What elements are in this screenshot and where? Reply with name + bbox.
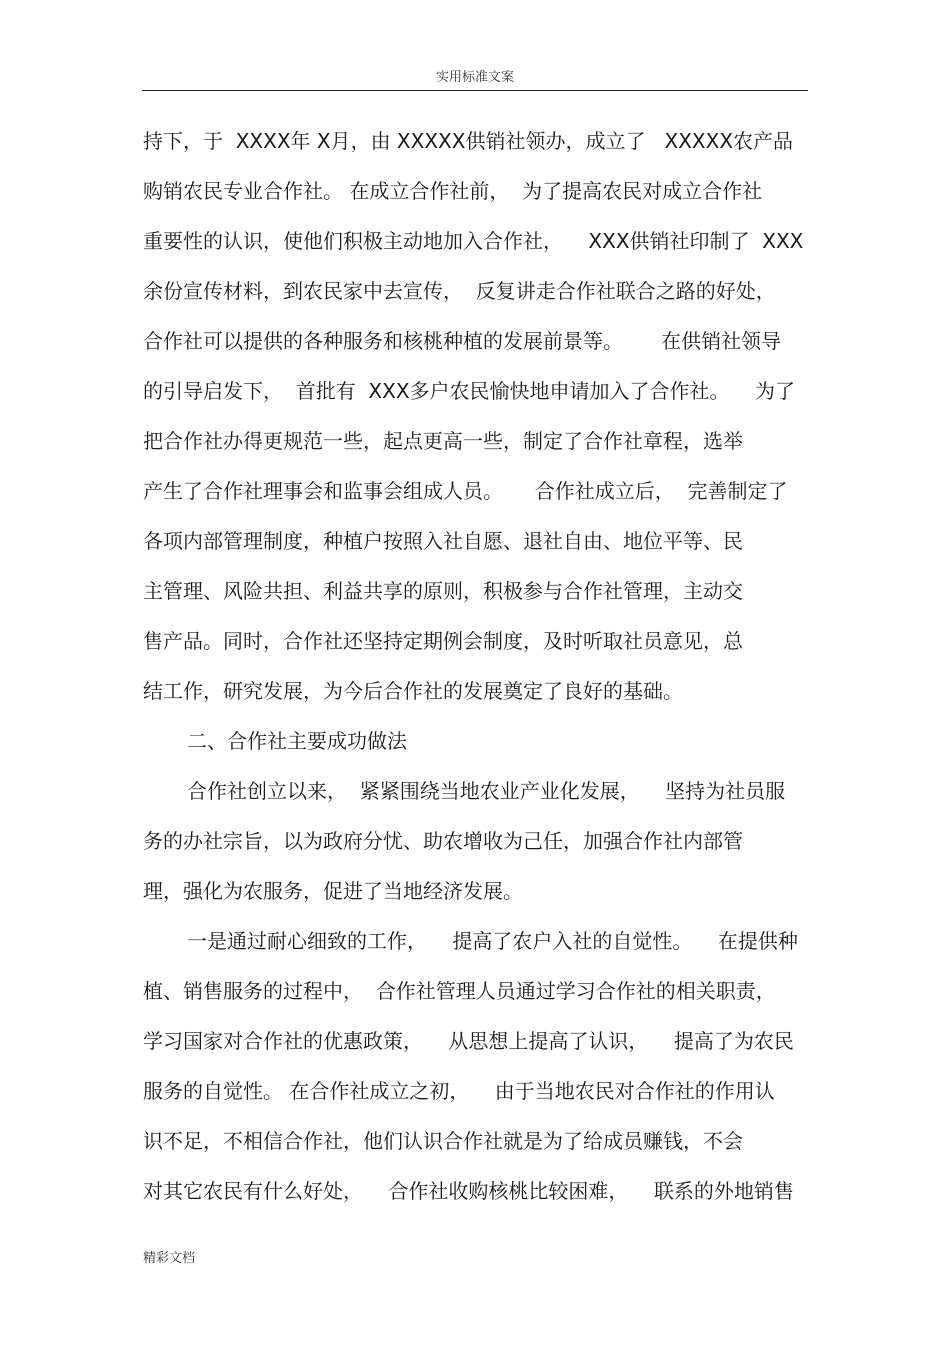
text-line: 学习国家对合作社的优惠政策， 从思想上提高了认识， 提高了为农民 [143, 1029, 794, 1053]
text-line: 把合作社办得更规范一些，起点更高一些，制定了合作社章程，选举 [143, 429, 743, 453]
text-line: 识不足，不相信合作社，他们认识合作社就是为了给成员赚钱，不会 [143, 1129, 743, 1153]
text-line: 合作社可以提供的各种服务和核桃种植的发展前景等。 在供销社领导 [143, 329, 782, 353]
header-divider [142, 90, 808, 91]
text-line: 各项内部管理制度，种植户按照入社自愿、退社自由、地位平等、民 [143, 529, 743, 553]
text-line: 对其它农民有什么好处， 合作社收购核桃比较困难， 联系的外地销售 [143, 1179, 794, 1203]
page-footer: 精彩文档 [143, 1251, 196, 1266]
text-line: 合作社创立以来， 紧紧围绕当地农业产业化发展， 坚持为社员服 [187, 779, 786, 803]
text-line: 二、合作社主要成功做法 [187, 729, 407, 753]
text-line: 的引导启发下， 首批有 XXX多户农民愉快地申请加入了合作社。 为了 [143, 379, 795, 403]
text-line: 主管理、风险共担、利益共享的原则，积极参与合作社管理，主动交 [143, 579, 743, 603]
text-line: 购销农民专业合作社。 在成立合作社前， 为了提高农民对成立合作社 [143, 179, 763, 203]
page-header: 实用标准文案 [435, 70, 514, 85]
text-line: 售产品。同时，合作社还坚持定期例会制度，及时听取社员意见，总 [143, 629, 743, 653]
text-line: 务的办社宗旨，以为政府分忧、助农增收为己任，加强合作社内部管 [143, 829, 743, 853]
text-line: 持下，于 XXXX年 X月，由 XXXXX供销社领办，成立了 XXXXX农产品 [143, 129, 794, 153]
text-line: 结工作，研究发展，为今后合作社的发展奠定了良好的基础。 [143, 679, 683, 703]
document-body [143, 118, 823, 1218]
text-line: 理，强化为农服务，促进了当地经济发展。 [143, 879, 523, 903]
text-line: 重要性的认识，使他们积极主动地加入合作社， XXX供销社印制了 XXX [143, 229, 804, 253]
text-line: 一是通过耐心细致的工作， 提高了农户入社的自觉性。 在提供种 [187, 929, 798, 953]
text-line: 植、销售服务的过程中， 合作社管理人员通过学习合作社的相关职责， [143, 979, 776, 1003]
text-line: 产生了合作社理事会和监事会组成人员。 合作社成立后， 完善制定了 [143, 479, 788, 503]
text-line: 余份宣传材料，到农民家中去宣传， 反复讲走合作社联合之路的好处， [143, 279, 776, 303]
text-line: 服务的自觉性。 在合作社成立之初， 由于当地农民对合作社的作用认 [143, 1079, 775, 1103]
